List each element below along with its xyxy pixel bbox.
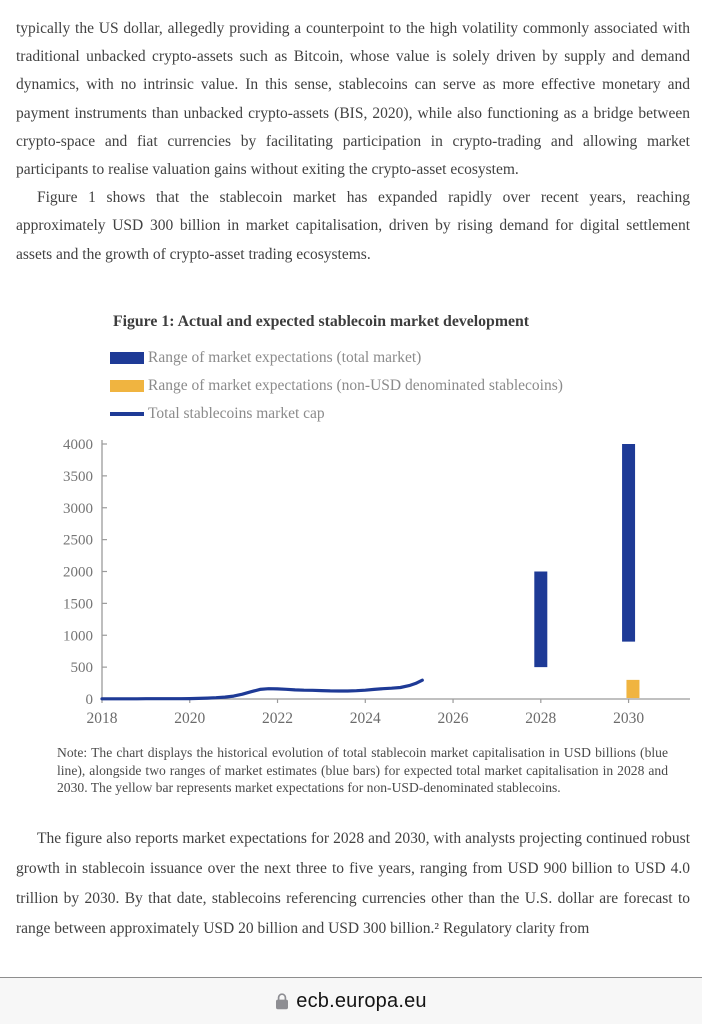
legend-item-non-usd (110, 372, 690, 400)
y-tick-label: 3500 (63, 468, 93, 485)
y-tick-label: 1500 (63, 596, 93, 613)
x-tick-label: 2026 (437, 709, 469, 727)
legend-label: Total stablecoins market cap (148, 404, 325, 422)
legend-item-market-cap-line (110, 400, 690, 428)
browser-url-bar[interactable] (0, 977, 702, 1024)
range-bar-non-usd-2030 (626, 680, 639, 698)
y-tick-label: 2000 (63, 564, 93, 581)
x-tick-label: 2024 (349, 709, 381, 727)
lock-icon (275, 993, 289, 1010)
y-tick-label: 500 (70, 659, 93, 676)
x-tick-label: 2022 (262, 709, 294, 727)
legend-label: Range of market expectations (non-USD denominated stablecoins) (148, 376, 563, 394)
x-tick-label: 2030 (613, 709, 645, 727)
range-bar-total-market-2030 (622, 444, 635, 642)
legend-item-total-market (110, 344, 690, 372)
stablecoin-market-chart (16, 430, 690, 730)
paragraph-1: typically the US dollar, allegedly providing a counterpoint to the high volatility commonly associated with traditional unbacked crypto-assets such as Bitcoin, whose value is solely driven by supply and demand dynamics, with no intrinsic value. In this sense, stablecoins can serve as more effective monetary and payment instruments than unbacked crypto-assets (BIS, 2020), while also functioning as a bridge between crypto-space and fiat currencies by facilitating participation in crypto-trading and allowing market participants to realise valuation gains without exiting the crypto-asset ecosystem. (16, 20, 690, 179)
y-tick-label: 0 (85, 691, 93, 708)
range-bar-total-market-2028 (534, 571, 547, 667)
x-tick-label: 2020 (174, 709, 206, 727)
total-market-cap-line (102, 680, 422, 699)
figure-note: Note: The chart displays the historical evolution of total stablecoin market capitalisation in USD billions (blue line), alongside two ranges of market estimates (blue bars) for expected total market capitalisation in 2028 and 2030. The yellow bar represents market expectations for non-USD-denominated stablecoins. (57, 744, 668, 796)
legend-swatch-yellow-bar (110, 380, 144, 392)
y-tick-label: 3000 (63, 500, 93, 517)
paragraph-3: The figure also reports market expectations for 2028 and 2030, with analysts projecting continued robust growth in stablecoin issuance over the next three to five years, ranging from USD 900 billion to USD 4.0 trillion by 2030. By that date, stablecoins referencing currencies other than the U.S. dollar are forecast to range between approximately USD 20 billion and USD 300 billion.² Regulatory clarity from (16, 829, 690, 937)
y-tick-label: 4000 (63, 436, 93, 453)
x-tick-label: 2018 (86, 709, 118, 727)
legend-swatch-blue-bar (110, 352, 144, 364)
figure-1 (16, 313, 690, 797)
x-tick-label: 2028 (525, 709, 557, 727)
url-text: ecb.europa.eu (296, 989, 427, 1012)
legend-swatch-line (110, 412, 144, 416)
figure-title: Figure 1: Actual and expected stablecoin market development (112, 312, 530, 330)
y-tick-label: 1000 (63, 628, 93, 645)
chart-legend (110, 344, 690, 428)
legend-label: Range of market expectations (total market) (148, 348, 422, 366)
y-tick-label: 2500 (63, 532, 93, 549)
paragraph-2: Figure 1 shows that the stablecoin market has expanded rapidly over recent years, reaching approximately USD 300 billion in market capitalisation, driven by rising demand for digital settlement assets and the growth of crypto-asset trading ecosystems. (16, 189, 690, 263)
